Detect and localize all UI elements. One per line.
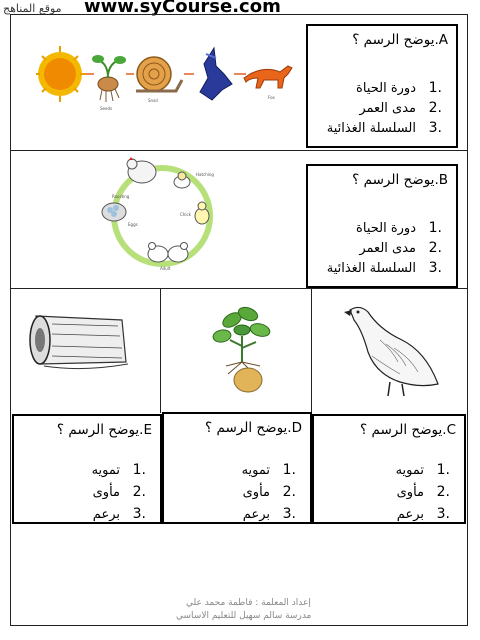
fox-icon (244, 66, 292, 88)
question-b-option-3[interactable] (327, 260, 442, 276)
life-cycle-illustration (98, 150, 228, 280)
footer-school-name: مدرسة سالم سهيل للتعليم الاساسي (176, 611, 312, 621)
food-chain-label-fox: Fox (268, 95, 275, 100)
question-e-box (12, 414, 162, 524)
option-number: 1. (282, 462, 296, 478)
question-d-option-2[interactable] (243, 484, 296, 500)
option-number: 2. (282, 484, 296, 500)
log-illustration (22, 306, 134, 374)
food-chain-illustration (36, 44, 298, 116)
seedling-icon (92, 55, 126, 102)
bird-icon (200, 48, 232, 100)
option-text: مدى العمر (359, 241, 416, 256)
option-text: السلسلة الغذائية (326, 261, 416, 276)
divider-v2 (311, 288, 312, 413)
question-c-box (312, 414, 466, 524)
food-chain-label-snail: Snail (148, 98, 158, 103)
option-text: تمويه (395, 463, 424, 478)
question-a-option-2[interactable] (359, 100, 442, 116)
question-b-option-2[interactable] (359, 240, 442, 256)
question-e-option-3[interactable] (93, 506, 146, 522)
option-number: 3. (282, 506, 296, 522)
sun-icon (36, 46, 86, 102)
question-c-option-3[interactable] (397, 506, 450, 522)
life-cycle-label-hatching: Hatching (196, 172, 214, 177)
potato-plant-illustration (208, 296, 278, 400)
option-text: دورة الحياة (356, 221, 416, 236)
divider-v1 (160, 288, 161, 413)
option-number: 1. (436, 462, 450, 478)
option-text: مأوى (92, 485, 120, 500)
option-number: 2. (428, 100, 442, 116)
option-number: 3. (428, 260, 442, 276)
option-number: 2. (428, 240, 442, 256)
question-c-option-2[interactable] (397, 484, 450, 500)
question-c-option-1[interactable] (396, 462, 450, 478)
option-text: مأوى (396, 485, 424, 500)
hen-icon (127, 157, 156, 183)
life-cycle-label-adult: Adult (160, 266, 171, 271)
question-d-option-1[interactable] (242, 462, 296, 478)
option-text: دورة الحياة (356, 81, 416, 96)
snail-icon (136, 57, 182, 91)
question-d-box (162, 412, 312, 524)
option-text: مأوى (242, 485, 270, 500)
eggs-nest-icon (102, 203, 126, 221)
question-e-option-2[interactable] (93, 484, 146, 500)
life-cycle-label-eggs: Eggs (128, 222, 138, 227)
divider-2 (10, 288, 468, 289)
option-text: برعم (242, 507, 270, 522)
option-number: 1. (132, 462, 146, 478)
option-text: برعم (396, 507, 424, 522)
question-c-title: C.يوضح الرسم ؟ (360, 422, 456, 438)
question-e-option-1[interactable] (92, 462, 146, 478)
divider-1 (10, 150, 468, 151)
option-text: السلسلة الغذائية (326, 121, 416, 136)
question-b-option-1[interactable] (356, 220, 442, 236)
site-url[interactable]: www.syCourse.com (84, 0, 281, 17)
question-a-title: A.يوضح الرسم ؟ (352, 32, 448, 48)
site-arabic-name: موقع المناهج (3, 2, 62, 15)
food-chain-label-seeds: Seeds (100, 106, 113, 111)
question-a-option-1[interactable] (356, 80, 442, 96)
option-number: 3. (428, 120, 442, 136)
option-number: 3. (436, 506, 450, 522)
question-b-box (306, 164, 458, 288)
question-e-title: E.يوضح الرسم ؟ (56, 422, 152, 438)
adult-chickens-icon (148, 243, 188, 263)
option-number: 3. (132, 506, 146, 522)
question-d-title: D.يوضح الرسم ؟ (205, 420, 302, 436)
life-cycle-label-chick: Chick (180, 212, 191, 217)
question-a-option-3[interactable] (327, 120, 442, 136)
question-a-box (306, 24, 458, 148)
question-b-title: B.يوضح الرسم ؟ (352, 172, 448, 188)
option-text: مدى العمر (359, 101, 416, 116)
option-number: 1. (428, 220, 442, 236)
ptarmigan-bird-illustration (340, 300, 444, 400)
option-text: تمويه (91, 463, 120, 478)
life-cycle-label-roosting: Roosting (112, 194, 130, 199)
option-text: برعم (92, 507, 120, 522)
option-text: تمويه (241, 463, 270, 478)
option-number: 2. (436, 484, 450, 500)
option-number: 1. (428, 80, 442, 96)
question-d-option-3[interactable] (243, 506, 296, 522)
option-number: 2. (132, 484, 146, 500)
footer-teacher-credit: إعداد المعلمة : فاطمة محمد علي (186, 598, 311, 608)
